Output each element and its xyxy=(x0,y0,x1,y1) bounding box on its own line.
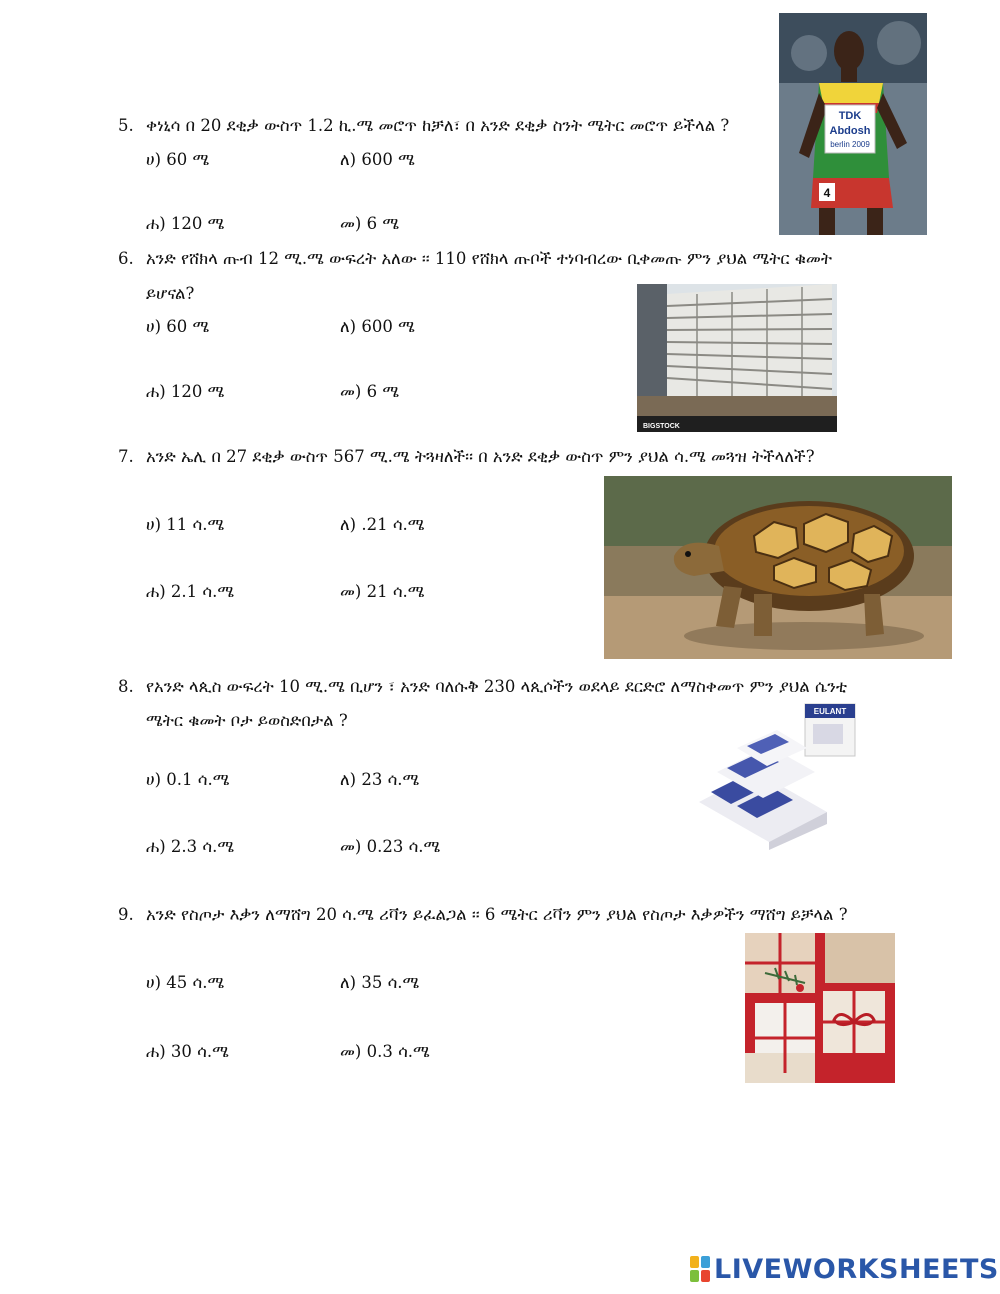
question-text: አንድ የስጦታ እቃን ለማሸግ 20 ሳ.ሜ ሪቫን ይፈልጋል ፡፡ 6 ሜትር ሪቫን ምን ያህል የስጦታ እቃዎችን ማሸግ ይቻላል ? xyxy=(146,905,848,924)
question-text-continued: ሜትር ቁመት ቦታ ይወስድበታል ? xyxy=(146,711,348,730)
bib-brand: TDK xyxy=(838,110,862,122)
eraser-photo xyxy=(697,702,857,850)
brick-wall-photo xyxy=(637,284,837,432)
question-text: አንድ የሸክላ ጡብ 12 ሚ.ሜ ውፍረት አለው ፡፡ 110 የሸክላ ጡቦች ተነባብረው ቢቀመጡ ምን ያህል ሜትር ቁመት xyxy=(146,249,832,268)
question-number: 6. xyxy=(118,249,134,268)
option-d[interactable]: መ) 6 ሜ xyxy=(340,214,400,233)
logo-badge-icon xyxy=(690,1256,710,1282)
option-a[interactable]: ሀ) 45 ሳ.ሜ xyxy=(146,973,225,992)
option-a[interactable]: ሀ) 60 ሜ xyxy=(146,150,210,169)
option-a[interactable]: ሀ) 11 ሳ.ሜ xyxy=(146,515,225,534)
question-number: 8. xyxy=(118,677,134,696)
option-b[interactable]: ለ) 600 ሜ xyxy=(340,317,415,336)
option-c[interactable]: ሐ) 120 ሜ xyxy=(146,382,225,401)
question-text-continued: ይሆናል? xyxy=(146,284,195,303)
bib-city: berlin 2009 xyxy=(830,140,870,149)
option-a[interactable]: ሀ) 0.1 ሳ.ሜ xyxy=(146,770,230,789)
question-5 xyxy=(118,116,729,136)
runner-photo xyxy=(779,13,927,235)
option-c[interactable]: ሐ) 2.1 ሳ.ሜ xyxy=(146,582,235,601)
option-b[interactable]: ለ) 35 ሳ.ሜ xyxy=(340,973,420,992)
question-text: ቀነኒሳ በ 20 ደቂቃ ውስጥ 1.2 ኪ.ሜ መሮጥ ከቻለ፣ በ አንድ ደቂቃ ስንት ሜትር መሮጥ ይችላል ? xyxy=(146,116,730,135)
tortoise-photo xyxy=(604,476,952,659)
option-a[interactable]: ሀ) 60 ሜ xyxy=(146,317,210,336)
option-d[interactable]: መ) 0.3 ሳ.ሜ xyxy=(340,1042,430,1061)
question-7 xyxy=(118,447,815,467)
option-b[interactable]: ለ) .21 ሳ.ሜ xyxy=(340,515,425,534)
question-number: 5. xyxy=(118,116,134,135)
option-c[interactable]: ሐ) 120 ሜ xyxy=(146,214,225,233)
question-number: 9. xyxy=(118,905,134,924)
option-b[interactable]: ለ) 600 ሜ xyxy=(340,150,415,169)
option-d[interactable]: መ) 6 ሜ xyxy=(340,382,400,401)
question-text: አንድ ኤሊ በ 27 ደቂቃ ውስጥ 567 ሚ.ሜ ትጓዛለች፡፡ በ አንድ ደቂቃ ውስጥ ምን ያህል ሳ.ሜ መጓዝ ትችላለች? xyxy=(146,447,815,466)
bigstock-watermark: BIGSTOCK xyxy=(643,423,680,430)
liveworksheets-logo xyxy=(690,1252,999,1286)
option-b[interactable]: ለ) 23 ሳ.ሜ xyxy=(340,770,420,789)
logo-text: LIVEWORKSHEETS xyxy=(714,1253,999,1285)
bib-name: Abdosh xyxy=(829,125,871,137)
question-6 xyxy=(118,249,832,269)
question-number: 7. xyxy=(118,447,134,466)
question-8 xyxy=(118,677,847,697)
question-text: የአንድ ላጲስ ውፍረት 10 ሚ.ሜ ቢሆን ፣ አንድ ባለሱቅ 230 ላጲሶችን ወደላይ ደርድሮ ለማስቀመጥ ምን ያህል ሴንቲ xyxy=(146,677,848,696)
eraser-brand: EULANT xyxy=(813,707,847,716)
option-c[interactable]: ሐ) 2.3 ሳ.ሜ xyxy=(146,837,235,856)
option-d[interactable]: መ) 0.23 ሳ.ሜ xyxy=(340,837,441,856)
option-d[interactable]: መ) 21 ሳ.ሜ xyxy=(340,582,425,601)
question-9 xyxy=(118,905,848,925)
option-c[interactable]: ሐ) 30 ሳ.ሜ xyxy=(146,1042,229,1061)
gift-boxes-photo xyxy=(745,933,895,1083)
bib-number: 4 xyxy=(823,186,831,200)
